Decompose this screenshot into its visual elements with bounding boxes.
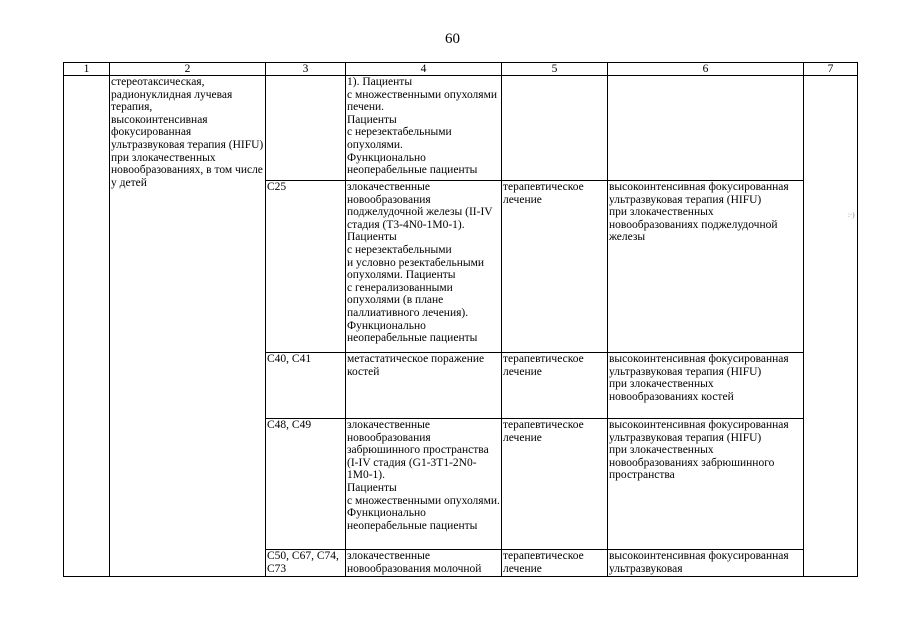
- method-cell: высокоинтенсивная фокусированная ультразвуковая терапия (HIFU) при злокачественных новообразованиях забрюшинного пространства: [608, 419, 804, 550]
- condition-cell: злокачественные новообразования молочной: [346, 550, 502, 577]
- code-cell: C50, C67, C74, C73: [266, 550, 346, 577]
- treatment-cell: терапевтическое лечение: [502, 550, 608, 577]
- code-cell: C48, C49: [266, 419, 346, 550]
- header-cell-6: 6: [608, 63, 804, 76]
- procedure-table: [63, 62, 858, 577]
- header-cell-4: 4: [346, 63, 502, 76]
- col7-cell: [804, 76, 858, 577]
- code-cell: C25: [266, 181, 346, 353]
- code-cell: [266, 76, 346, 181]
- header-cell-7: 7: [804, 63, 858, 76]
- page-number: 60: [445, 31, 460, 47]
- treatment-cell: терапевтическое лечение: [502, 353, 608, 419]
- method-group-cell: стереотаксическая, радионуклидная лучевая терапия, высокоинтенсивная фокусированная ультразвуковая терапия (HIFU) при злокачественных новообразованиях, в том числе у детей: [110, 76, 266, 577]
- method-cell: [608, 76, 804, 181]
- method-cell: высокоинтенсивная фокусированная ультразвуковая: [608, 550, 804, 577]
- treatment-cell: [502, 76, 608, 181]
- condition-cell: злокачественные новообразования забрюшинного пространства (I-IV стадия (G1-3T1-2N0-1M0-1). Пациенты с множественными опухолями. Функционально неоперабельные пациенты: [346, 419, 502, 550]
- header-cell-1: 1: [64, 63, 110, 76]
- header-cell-3: 3: [266, 63, 346, 76]
- header-row: [64, 63, 858, 76]
- header-cell-2: 2: [110, 63, 266, 76]
- method-cell: высокоинтенсивная фокусированная ультразвуковая терапия (HIFU) при злокачественных новообразованиях костей: [608, 353, 804, 419]
- col1-cell: [64, 76, 110, 577]
- treatment-cell: терапевтическое лечение: [502, 181, 608, 353]
- treatment-cell: терапевтическое лечение: [502, 419, 608, 550]
- code-cell: C40, C41: [266, 353, 346, 419]
- condition-cell: метастатическое поражение костей: [346, 353, 502, 419]
- table-row: [64, 76, 858, 181]
- margin-mark: :·): [848, 211, 855, 219]
- condition-cell: 1). Пациенты с множественными опухолями печени. Пациенты с нерезектабельными опухолями. Функционально неоперабельные пациенты: [346, 76, 502, 181]
- method-cell: высокоинтенсивная фокусированная ультразвуковая терапия (HIFU) при злокачественных новообразованиях поджелудочной железы: [608, 181, 804, 353]
- header-cell-5: 5: [502, 63, 608, 76]
- condition-cell: злокачественные новообразования поджелудочной железы (II-IV стадия (T3-4N0-1M0-1). Пациенты с нерезектабельными и условно резектабельными опухолями. Пациенты с генерализованными опухолями (в плане паллиативного лечения). Функционально неоперабельные пациенты: [346, 181, 502, 353]
